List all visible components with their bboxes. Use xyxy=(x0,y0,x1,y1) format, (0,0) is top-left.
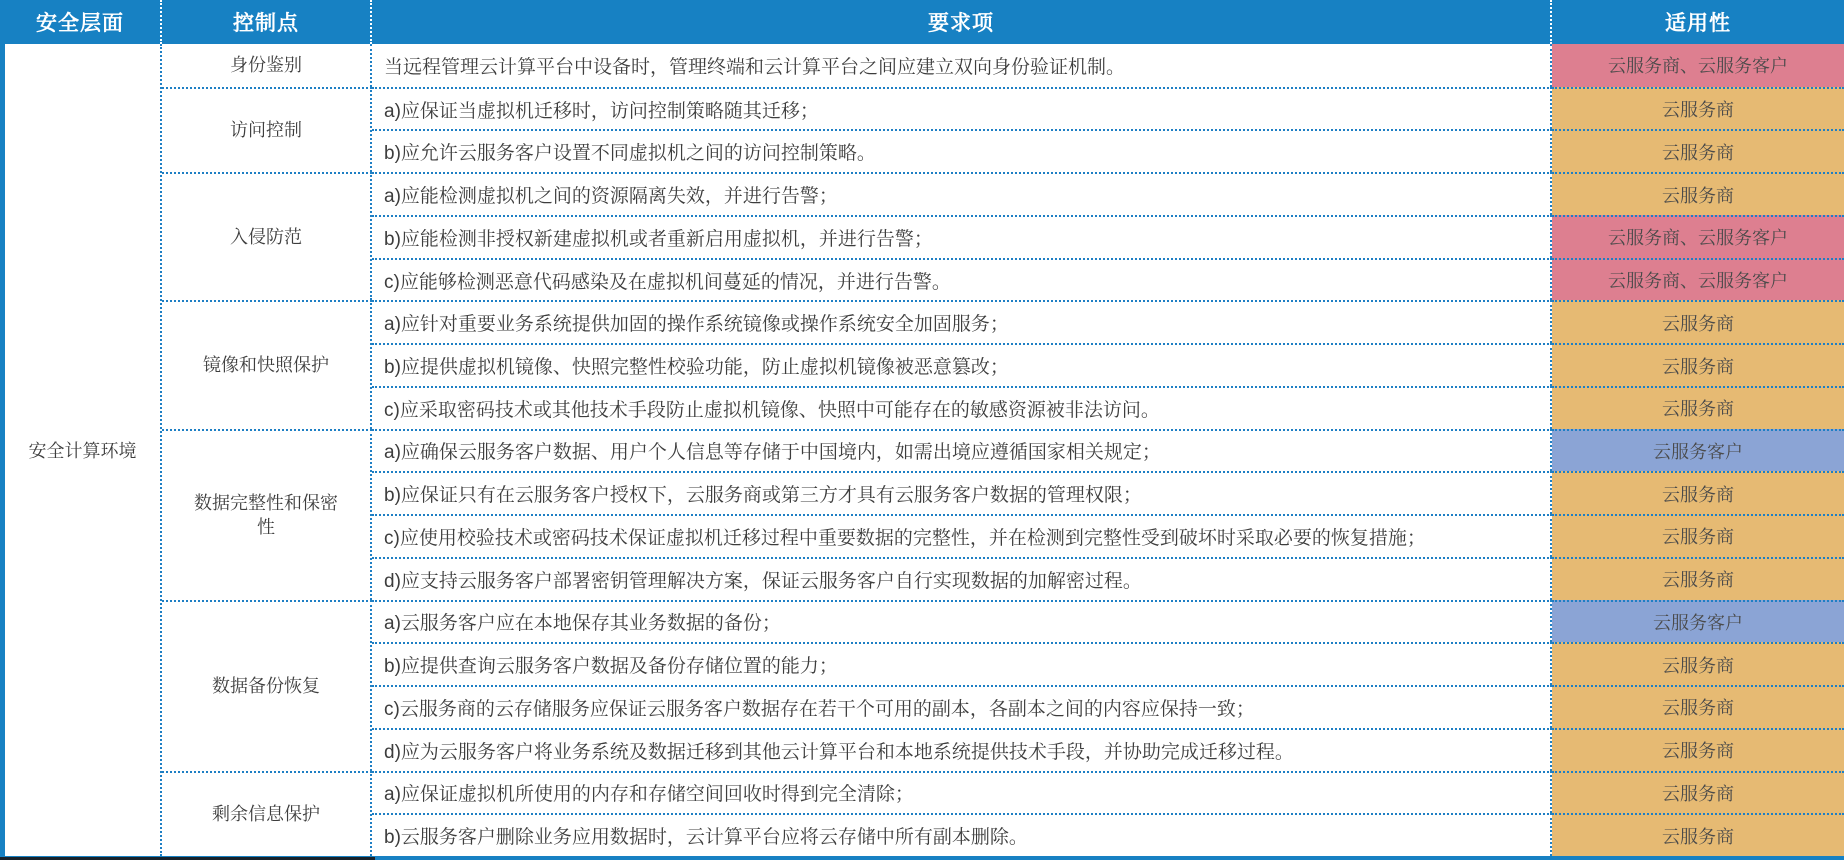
requirement-cell: b)应允许云服务客户设置不同虚拟机之间的访问控制策略。 xyxy=(372,129,1552,172)
control-point-data-backup-recovery: 数据备份恢复 xyxy=(162,600,372,771)
applicability-badge: 云服务商 xyxy=(1552,343,1844,386)
requirement-cell: a)应确保云服务客户数据、用户个人信息等存储于中国境内，如需出境应遵循国家相关规定； xyxy=(372,429,1552,472)
requirement-cell: c)应能够检测恶意代码感染及在虚拟机间蔓延的情况，并进行告警。 xyxy=(372,258,1552,301)
applicability-badge: 云服务商 xyxy=(1552,685,1844,728)
control-point-identity-authentication: 身份鉴别 xyxy=(162,44,372,87)
applicability-badge: 云服务商 xyxy=(1552,771,1844,814)
requirement-cell: b)应提供查询云服务客户数据及备份存储位置的能力； xyxy=(372,642,1552,685)
requirement-cell: a)云服务客户应在本地保存其业务数据的备份； xyxy=(372,600,1552,643)
requirement-cell: d)应为云服务客户将业务系统及数据迁移到其他云计算平台和本地系统提供技术手段，并协助完成迁移过程。 xyxy=(372,728,1552,771)
header-security-layer: 安全层面 xyxy=(0,0,162,44)
applicability-badge: 云服务商 xyxy=(1552,813,1844,856)
requirement-cell: a)应保证当虚拟机迁移时，访问控制策略随其迁移； xyxy=(372,87,1552,130)
requirement-cell: d)应支持云服务客户部署密钥管理解决方案，保证云服务客户自行实现数据的加解密过程。 xyxy=(372,557,1552,600)
control-point-access-control: 访问控制 xyxy=(162,87,372,172)
requirement-cell: 当远程管理云计算平台中设备时，管理终端和云计算平台之间应建立双向身份验证机制。 xyxy=(372,44,1552,87)
applicability-badge: 云服务商 xyxy=(1552,471,1844,514)
applicability-badge: 云服务客户 xyxy=(1552,429,1844,472)
applicability-badge: 云服务客户 xyxy=(1552,600,1844,643)
applicability-badge: 云服务商、云服务客户 xyxy=(1552,44,1844,87)
applicability-badge: 云服务商 xyxy=(1552,129,1844,172)
requirement-cell: a)应针对重要业务系统提供加固的操作系统镜像或操作系统安全加固服务； xyxy=(372,300,1552,343)
requirement-cell: b)云服务客户删除业务应用数据时，云计算平台应将云存储中所有副本删除。 xyxy=(372,813,1552,856)
requirement-cell: b)应提供虚拟机镜像、快照完整性校验功能，防止虚拟机镜像被恶意篡改； xyxy=(372,343,1552,386)
requirement-cell: a)应能检测虚拟机之间的资源隔离失效，并进行告警； xyxy=(372,172,1552,215)
applicability-badge: 云服务商 xyxy=(1552,514,1844,557)
applicability-badge: 云服务商、云服务客户 xyxy=(1552,215,1844,258)
applicability-badge: 云服务商 xyxy=(1552,172,1844,215)
applicability-badge: 云服务商 xyxy=(1552,300,1844,343)
applicability-badge: 云服务商 xyxy=(1552,557,1844,600)
requirement-cell: b)应保证只有在云服务客户授权下，云服务商或第三方才具有云服务客户数据的管理权限； xyxy=(372,471,1552,514)
control-point-data-integrity-confidentiality: 数据完整性和保密性 xyxy=(162,429,372,600)
table-header-row xyxy=(0,0,1844,44)
applicability-badge: 云服务商 xyxy=(1552,87,1844,130)
header-applicability: 适用性 xyxy=(1665,12,1731,35)
control-point-intrusion-prevention: 入侵防范 xyxy=(162,172,372,300)
requirement-cell: c)应使用校验技术或密码技术保证虚拟机迁移过程中重要数据的完整性，并在检测到完整性受到破坏时采取必要的恢复措施； xyxy=(372,514,1552,557)
security-layer-cell: 安全计算环境 xyxy=(5,44,162,856)
applicability-badge: 云服务商 xyxy=(1552,642,1844,685)
requirement-cell: a)应保证虚拟机所使用的内存和存储空间回收时得到完全清除； xyxy=(372,771,1552,814)
requirement-cell: c)云服务商的云存储服务应保证云服务客户数据存在若干个可用的副本，各副本之间的内容应保持一致； xyxy=(372,685,1552,728)
requirement-cell: c)应采取密码技术或其他技术手段防止虚拟机镜像、快照中可能存在的敏感资源被非法访问。 xyxy=(372,386,1552,429)
applicability-badge: 云服务商 xyxy=(1552,728,1844,771)
header-control-point: 控制点 xyxy=(162,0,372,44)
header-requirement: 要求项 xyxy=(372,0,1552,44)
requirement-cell: b)应能检测非授权新建虚拟机或者重新启用虚拟机，并进行告警； xyxy=(372,215,1552,258)
control-point-residual-information-protection: 剩余信息保护 xyxy=(162,771,372,856)
control-point-image-snapshot-protection: 镜像和快照保护 xyxy=(162,300,372,428)
applicability-badge: 云服务商 xyxy=(1552,386,1844,429)
applicability-badge: 云服务商、云服务客户 xyxy=(1552,258,1844,301)
table-body xyxy=(0,44,1844,860)
